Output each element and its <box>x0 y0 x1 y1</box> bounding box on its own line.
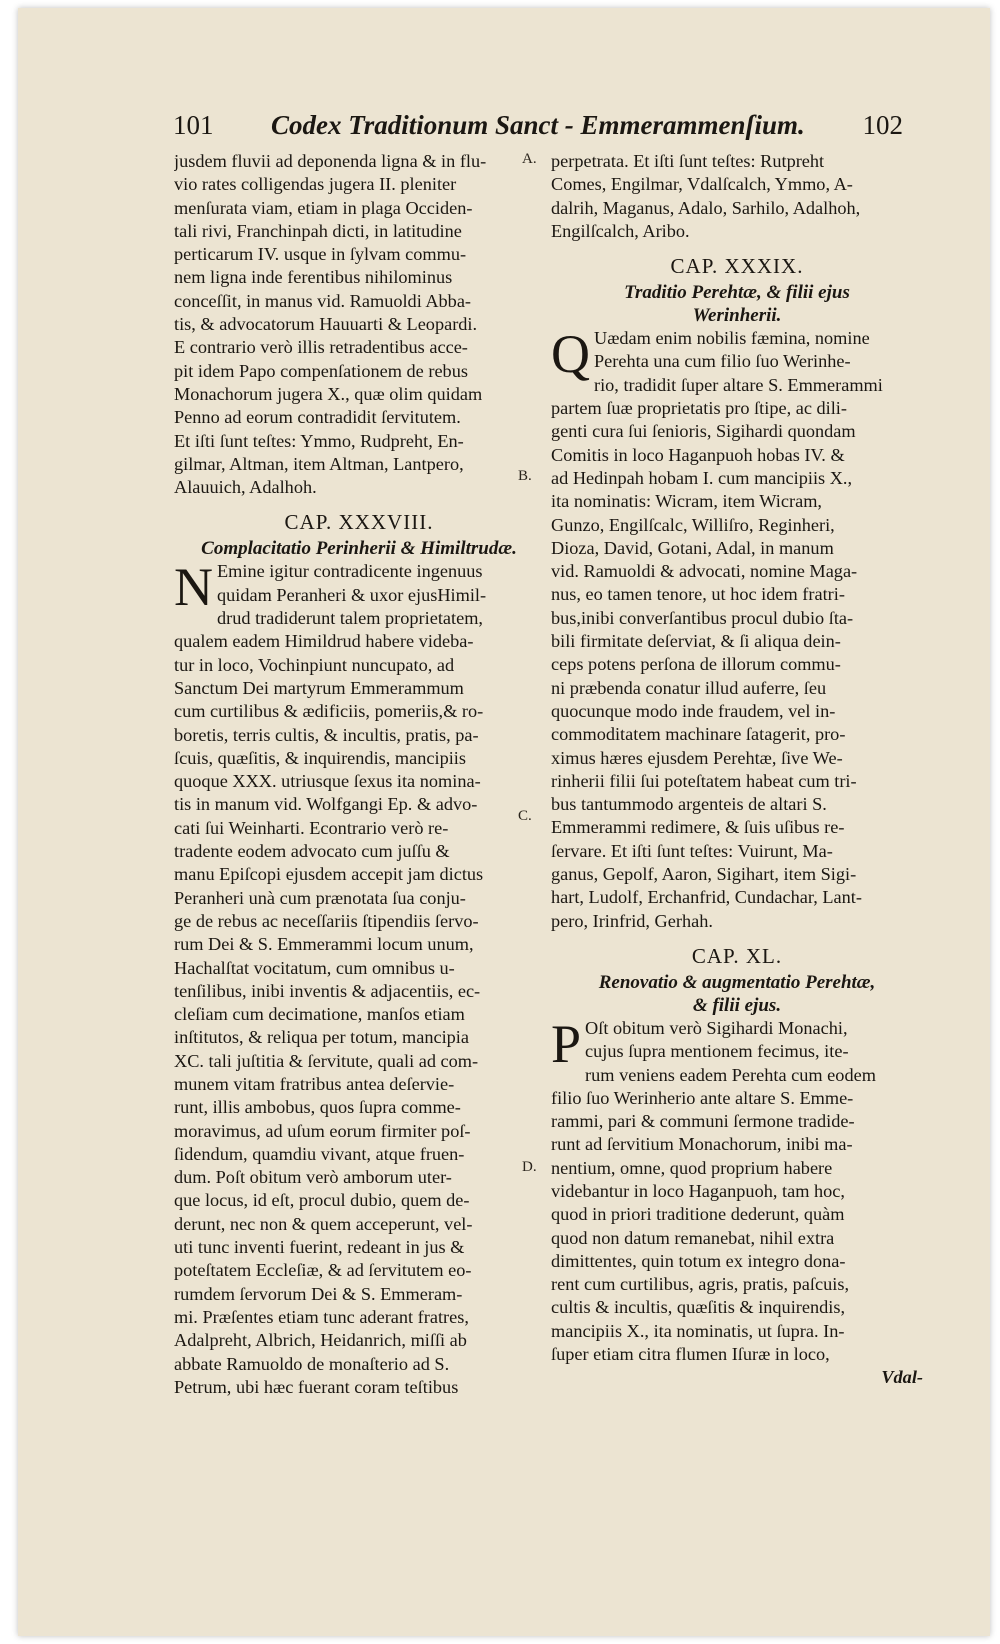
chapter-heading-40: CAP. XL. <box>691 943 783 968</box>
text-line: cati ſui Weinharti. Econtrario verò re- <box>174 817 449 838</box>
text-line: Gunzo, Engilſcalc, Williſro, Reginheri, <box>551 514 835 535</box>
text-line: gilmar, Altman, item Altman, Lantpero, <box>174 453 464 474</box>
left-column <box>174 150 544 1399</box>
text-line: dum. Poſt obitum verò amborum uter- <box>174 1167 452 1188</box>
text-line: partem ſuæ proprietatis pro ſtipe, ac dili- <box>551 398 847 419</box>
text-line: videbantur in loco Haganpuoh, tam hoc, <box>551 1180 845 1201</box>
text-line: drud tradiderunt talem proprietatem, <box>217 608 483 629</box>
text-line: Emine igitur contradicente ingenuus <box>217 561 483 582</box>
right-paragraph-continued <box>551 150 923 243</box>
text-line: tali rivi, Franchinpah dicti, in latitudine <box>174 220 462 241</box>
text-line: Oſt obitum verò Sigihardi Monachi, <box>585 1017 848 1038</box>
text-line: pit idem Papo compenſationem de rebus <box>174 360 468 381</box>
text-line: menſurata viam, etiam in plaga Occiden- <box>174 197 473 218</box>
text-line: tis, & advocatorum Hauuarti & Leopardi. <box>174 314 478 335</box>
text-line: Emmerammi redimere, & ſuis uſibus re- <box>551 817 845 838</box>
text-line: ſervare. Et iſti ſunt teſtes: Vuirunt, Ma- <box>551 840 833 861</box>
text-line: quocunque modo inde fraudem, vel in- <box>551 700 836 721</box>
text-line: Sanctum Dei martyrum Emmerammum <box>174 677 464 698</box>
text-line: runt, illis ambobus, quos ſupra comme- <box>174 1097 461 1118</box>
text-line: rent cum curtilibus, agris, pratis, paſcuis, <box>551 1274 850 1295</box>
text-line: filio ſuo Werinherio ante altare S. Emme- <box>551 1087 854 1108</box>
left-paragraph-38 <box>174 607 544 1399</box>
text-line: nus, eo tamen tenore, ut hoc idem fratri- <box>551 584 845 605</box>
text-line: dimittentes, quin totum ex integro dona- <box>551 1250 846 1271</box>
dropcap-block-40 <box>551 1013 923 1074</box>
text-line: ni præbenda conatur illud auferre, ſeu <box>551 677 827 698</box>
text-line: ſuper etiam citra flumen Iſuræ in loco, <box>551 1344 830 1365</box>
margin-marker-b: B. <box>518 468 532 484</box>
text-line: quoque XXX. utriusque ſexus ita nomina- <box>174 771 481 792</box>
text-line: uti tunc inventi fuerint, redeant in jus & <box>174 1237 465 1258</box>
text-line: rum Dei & S. Emmerammi locum unum, <box>174 934 474 955</box>
chapter-subtitle-40: Renovatio & augmentatio Perehtæ, <box>598 971 876 993</box>
text-line: Alauuich, Adalhoh. <box>174 477 317 498</box>
text-line: Dioza, David, Gotani, Adal, in manum <box>551 537 834 558</box>
text-line: ſcuis, quæſitis, & inquirendis, mancipiis <box>174 747 466 768</box>
text-line: quidam Peranheri & uxor ejusHimil- <box>217 584 487 605</box>
chapter-heading-38: CAP. XXXVIII. <box>284 510 434 535</box>
text-line: cultis & incultis, quæſitis & inquirendis, <box>551 1297 846 1318</box>
text-line: Peranheri unà cum prænotata ſua conju- <box>174 887 466 908</box>
text-line: Comitis in loco Haganpuoh hobas IV. & <box>551 444 845 465</box>
text-line: bili firmitate deſerviat, & ſi aliqua dein- <box>551 631 841 652</box>
text-line: dalrih, Maganus, Adalo, Sarhilo, Adalhoh, <box>551 197 861 218</box>
text-line: runt ad ſervitium Monachorum, inibi ma- <box>551 1134 853 1155</box>
text-line: quod non datum remanebat, nihil extra <box>551 1227 835 1248</box>
text-line: Hachalſtat vocitatum, cum omnibus u- <box>174 957 455 978</box>
text-line: rumdem ſervorum Dei & S. Emmeram- <box>174 1283 463 1304</box>
text-line: jusdem fluvii ad deponenda ligna & in flu- <box>174 151 487 171</box>
running-header <box>173 110 903 144</box>
text-line: que locus, id eſt, procul dubio, quem de- <box>174 1190 470 1211</box>
left-paragraph-continued <box>174 150 544 499</box>
text-line: tradente eodem advocato cum juſſu & <box>174 841 450 862</box>
text-line: tur in loco, Vochinpiunt nuncupato, ad <box>174 654 455 675</box>
text-line: perpetrata. Et iſti ſunt teſtes: Rutpreht <box>551 151 825 171</box>
text-line: conceſſit, in manus vid. Ramuoldi Abba- <box>174 290 472 311</box>
text-line: vio rates colligendas jugera II. pleniter <box>174 174 457 195</box>
text-line: poteſtatem Eccleſiæ, & ad ſervitutem eo- <box>174 1260 472 1281</box>
text-line: mi. Præſentes etiam tunc aderant fratres, <box>174 1306 469 1327</box>
text-line: Petrum, ubi hæc fuerant coram teſtibus <box>174 1376 459 1397</box>
text-line: ad Hedinpah hobam I. cum mancipiis X., <box>551 467 853 488</box>
text-line: derunt, nec non & quem acceperunt, vel- <box>174 1213 473 1234</box>
text-line: tenſilibus, inibi inventis & adjacentiis, ec- <box>174 980 481 1001</box>
text-line: genti cura ſui ſenioris, Sigihardi quondam <box>551 421 856 442</box>
dropcap-letter: P <box>551 1013 582 1074</box>
text-line: quod in priori traditione dederunt, quàm <box>551 1204 845 1225</box>
dropcap-letter: N <box>174 557 213 618</box>
text-line: perticarum IV. usque in ſylvam commu- <box>174 244 467 265</box>
text-line: Et iſti ſunt teſtes: Ymmo, Rudpreht, En- <box>174 430 464 451</box>
text-line: cujus ſupra mentionem fecimus, ite- <box>585 1041 849 1062</box>
text-line: vid. Ramuoldi & advocati, nomine Maga- <box>551 561 858 582</box>
dropcap-letter: Q <box>551 324 590 385</box>
text-line: ceps potens perſona de illorum commu- <box>551 654 841 675</box>
text-line: nem ligna inde ferentibus nihilominus <box>174 267 453 288</box>
page-number-left: 101 <box>173 110 214 140</box>
text-line: boretis, terris cultis, & incultis, pratis, pa- <box>174 724 479 745</box>
chapter-heading-39: CAP. XXXIX. <box>670 254 804 279</box>
text-line: munem vitam fratribus antea deſervie- <box>174 1073 455 1094</box>
running-title: Codex Traditionum Sanct - Emmerammenſium. <box>271 110 805 140</box>
chapter-subtitle-38: Complacitatio Perinherii & Himiltrudæ. <box>201 538 517 560</box>
text-line: bus tantummodo argenteis de altari S. <box>551 794 827 815</box>
text-line: hart, Ludolf, Erchanfrid, Cundachar, Lant- <box>551 887 862 908</box>
text-line: mancipiis X., ita nominatis, ut ſupra. In- <box>551 1320 845 1341</box>
book-page <box>18 8 990 1636</box>
text-line: inſtitutos, & reliqua per totum, mancipia <box>174 1027 469 1048</box>
text-line: cum curtilibus & ædificiis, pomeriis,& ro- <box>174 701 484 722</box>
text-line: bus,inibi converſantibus procul dubio ſta- <box>551 607 854 628</box>
text-line: Penno ad eorum contradidit ſervitutem. <box>174 407 461 428</box>
text-line: Comes, Engilmar, Vdalſcalch, Ymmo, A- <box>551 174 853 195</box>
text-line: XC. tali juſtitia & ſervitute, quali ad com- <box>174 1050 479 1071</box>
right-paragraph-40 <box>551 1064 923 1367</box>
margin-marker-d: D. <box>522 1159 537 1175</box>
margin-marker-c: C. <box>518 808 532 824</box>
text-line: Perehta una cum filio ſuo Werinhe- <box>594 351 851 372</box>
text-line: ge de rebus ac neceſſariis ſtipendiis ſervo- <box>174 910 479 931</box>
text-line: commoditatem machinare ſatagerit, pro- <box>551 724 846 745</box>
text-line: moravimus, ad uſum eorum firmiter poſ- <box>174 1120 471 1141</box>
text-line: ganus, Gepolf, Aaron, Sigihart, item Sigi- <box>551 864 857 885</box>
text-line: ſidendum, quamdiu vivant, atque fruen- <box>174 1143 465 1164</box>
chapter-subtitle-39: Traditio Perehtæ, & filii ejus <box>624 282 850 304</box>
text-line: pero, Irinfrid, Gerhah. <box>551 910 713 931</box>
text-line: nentium, omne, quod proprium habere <box>551 1157 833 1178</box>
text-line: qualem eadem Himildrud habere videba- <box>174 631 474 652</box>
text-line: Uædam enim nobilis fæmina, nomine <box>594 328 870 349</box>
text-line: rum veniens eadem Perehta cum eodem <box>585 1064 876 1085</box>
text-line: E contrario verò illis retradentibus acce- <box>174 337 468 358</box>
text-line: manu Epiſcopi ejusdem accepit jam dictus <box>174 864 484 885</box>
catchword: Vdal- <box>881 1367 923 1388</box>
text-line: Engilſcalch, Aribo. <box>551 220 690 241</box>
text-line: ximus hæres ejusdem Perehtæ, ſive We- <box>551 747 843 768</box>
text-line: rammi, pari & communi ſermone tradide- <box>551 1111 855 1132</box>
text-line: abbate Ramuoldo de monaſterio ad S. <box>174 1353 450 1374</box>
text-line: rio, tradidit ſuper altare S. Emmerammi <box>594 374 883 395</box>
dropcap-block-38 <box>174 557 544 618</box>
chapter-subtitle-40-line2: & filii ejus. <box>692 994 782 1016</box>
text-line: Monachorum jugera X., quæ olim quidam <box>174 383 483 404</box>
margin-marker-a: A. <box>522 151 537 167</box>
text-line: Adalpreht, Albrich, Heidanrich, miſſi ab <box>174 1330 467 1351</box>
text-line: cleſiam cum decimatione, manſos etiam <box>174 1004 465 1025</box>
chapter-subtitle-39-line2: Werinherii. <box>692 305 782 327</box>
page-number-right: 102 <box>862 110 903 140</box>
text-line: ita nominatis: Wicram, item Wicram, <box>551 491 822 512</box>
right-paragraph-39 <box>551 374 923 933</box>
right-column <box>551 150 923 1390</box>
text-line: rinherii filii ſui poteſtatem habeat cum tri- <box>551 770 857 791</box>
text-line: tis in manum vid. Wolfgangi Ep. & advo- <box>174 794 478 815</box>
